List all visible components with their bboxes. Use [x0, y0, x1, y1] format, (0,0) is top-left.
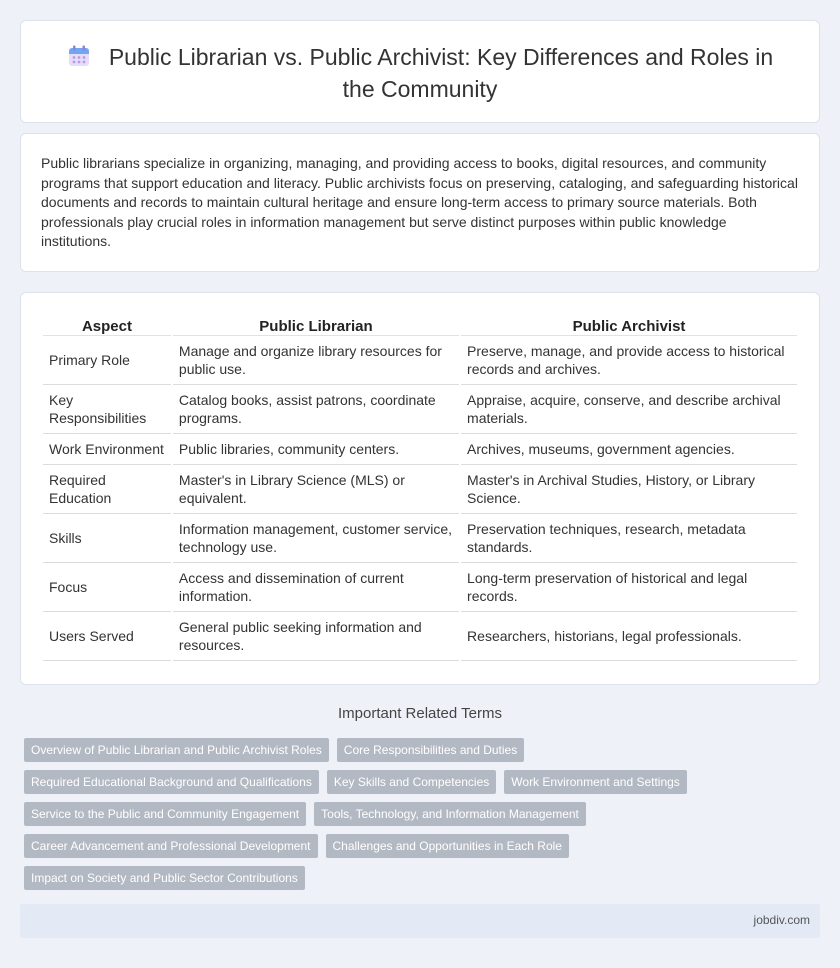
table-row — [43, 612, 797, 661]
librarian-cell: Master's in Library Science (MLS) or equivalent. — [173, 465, 459, 514]
librarian-cell: General public seeking information and resources. — [173, 612, 459, 661]
table-row — [43, 563, 797, 612]
table-row — [43, 336, 797, 385]
page-title-wrap — [51, 43, 789, 104]
related-term-tag[interactable]: Overview of Public Librarian and Public Archivist Roles — [24, 738, 329, 762]
librarian-cell: Manage and organize library resources for public use. — [173, 336, 459, 385]
related-term-tag[interactable]: Work Environment and Settings — [504, 770, 687, 794]
comparison-card — [20, 292, 820, 685]
archivist-cell: Researchers, historians, legal professionals. — [461, 612, 797, 661]
related-term-tag[interactable]: Key Skills and Competencies — [327, 770, 496, 794]
footer — [20, 904, 820, 938]
related-terms-list — [24, 738, 804, 898]
aspect-cell: Focus — [43, 563, 171, 612]
related-term-tag[interactable]: Core Responsibilities and Duties — [337, 738, 524, 762]
aspect-cell: Work Environment — [43, 434, 171, 465]
related-term-tag[interactable]: Service to the Public and Community Engagement — [24, 802, 306, 826]
aspect-cell: Key Responsibilities — [43, 385, 171, 434]
table-row — [43, 434, 797, 465]
librarian-cell: Catalog books, assist patrons, coordinate programs. — [173, 385, 459, 434]
title-card — [20, 20, 820, 123]
header-public-librarian: Public Librarian — [173, 315, 459, 336]
aspect-cell: Required Education — [43, 465, 171, 514]
header-aspect: Aspect — [43, 315, 171, 336]
librarian-cell: Public libraries, community centers. — [173, 434, 459, 465]
page-title: Public Librarian vs. Public Archivist: Key Differences and Roles in the Community — [108, 44, 774, 102]
archivist-cell: Appraise, acquire, conserve, and describe archival materials. — [461, 385, 797, 434]
archivist-cell: Master's in Archival Studies, History, or Library Science. — [461, 465, 797, 514]
tag-row — [24, 802, 804, 834]
table-row — [43, 514, 797, 563]
aspect-cell: Primary Role — [43, 336, 171, 385]
archivist-cell: Preserve, manage, and provide access to historical records and archives. — [461, 336, 797, 385]
tag-row — [24, 834, 804, 866]
aspect-cell: Skills — [43, 514, 171, 563]
librarian-cell: Access and dissemination of current information. — [173, 563, 459, 612]
related-terms-title: Important Related Terms — [338, 705, 502, 722]
calendar-icon — [67, 44, 91, 75]
intro-paragraph: Public librarians specialize in organizing, managing, and providing access to books, digital resources, and community programs that support education and literacy. Public archivists focus on preserving, cataloging, and safeguarding historical documents and records to maintain cultural heritage and ensure long-term access to primary source materials. Both professionals play crucial roles in information management but serve distinct purposes within public knowledge institutions. — [41, 155, 798, 250]
table-header-row — [43, 315, 797, 336]
tag-row — [24, 738, 804, 770]
aspect-cell: Users Served — [43, 612, 171, 661]
header-public-archivist: Public Archivist — [461, 315, 797, 336]
related-term-tag[interactable]: Required Educational Background and Qualifications — [24, 770, 319, 794]
footer-site-link[interactable]: jobdiv.com — [753, 913, 810, 927]
table-row — [43, 465, 797, 514]
related-term-tag[interactable]: Challenges and Opportunities in Each Role — [326, 834, 569, 858]
librarian-cell: Information management, customer service, technology use. — [173, 514, 459, 563]
tag-row — [24, 770, 804, 802]
intro-card — [20, 133, 820, 272]
comparison-table — [41, 315, 799, 661]
archivist-cell: Preservation techniques, research, metadata standards. — [461, 514, 797, 563]
table-row — [43, 385, 797, 434]
related-term-tag[interactable]: Career Advancement and Professional Development — [24, 834, 318, 858]
archivist-cell: Long-term preservation of historical and legal records. — [461, 563, 797, 612]
related-term-tag[interactable]: Tools, Technology, and Information Management — [314, 802, 586, 826]
tag-row — [24, 866, 804, 898]
related-term-tag[interactable]: Impact on Society and Public Sector Contributions — [24, 866, 305, 890]
archivist-cell: Archives, museums, government agencies. — [461, 434, 797, 465]
